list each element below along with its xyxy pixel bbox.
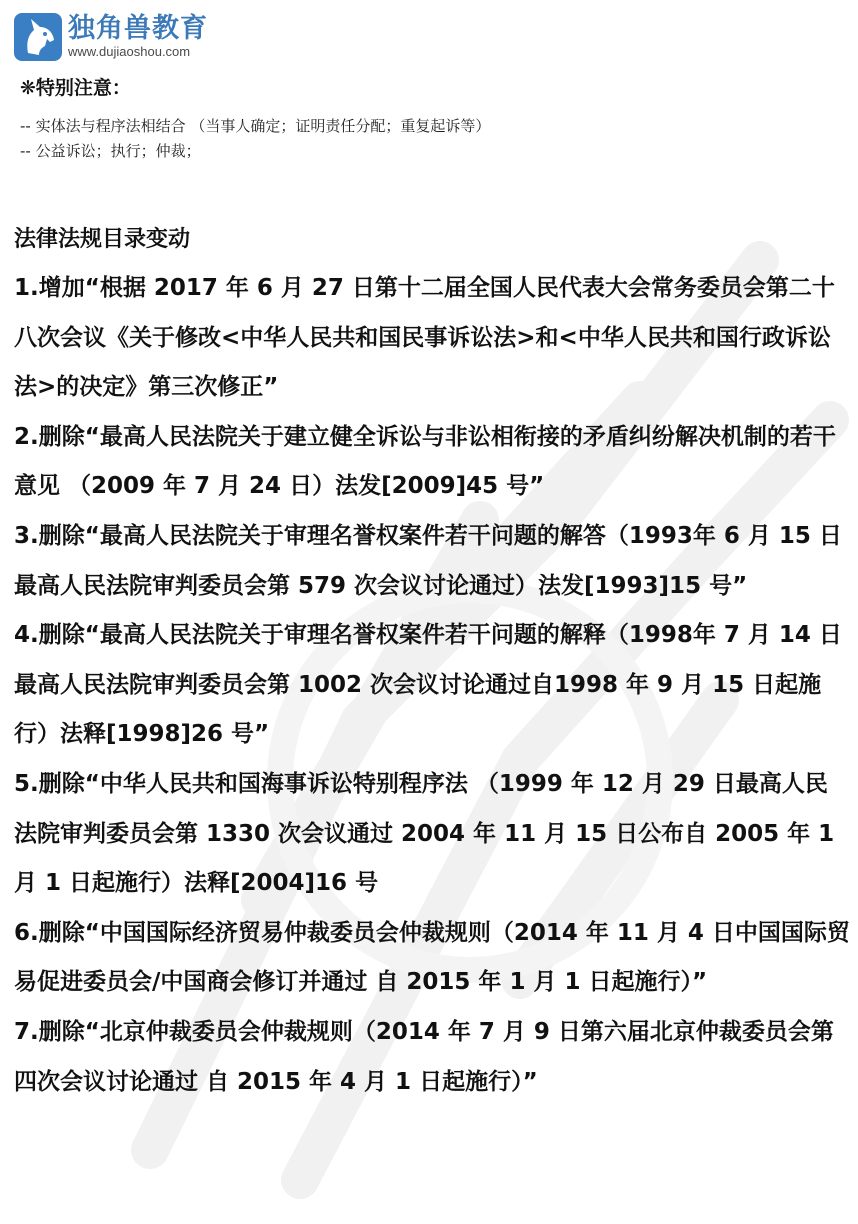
notice-line: -- 实体法与程序法相结合 （当事人确定；证明责任分配；重复起诉等） [20,117,491,135]
list-item: 3.删除“最高人民法院关于审理名誉权案件若干问题的解答（1993年 6 月 15 日最高人民法院审判委员会第 579 次会议讨论通过）法发[1993]15 号” [14,522,842,599]
notice-line: -- 公益诉讼；执行；仲裁； [20,142,201,160]
list-item: 6.删除“中国国际经济贸易仲裁委员会仲裁规则（2014 年 11 月 4 日中国国际贸易促进委员会/中国商会修订并通过 自 2015 年 1 月 1 日起施行）” [14,919,850,996]
section-title: 法律法规目录变动 [14,227,191,252]
list-item: 5.删除“中华人民共和国海事诉讼特别程序法 （1999 年 12 月 29 日最高人民法院审判委员会第 1330 次会议通过 2004 年 11 月 15 日公布自 2005 年 1 月 1 日起施行）法释[2004]16 号 [14,770,835,897]
regulation-change-list [14,264,850,1107]
unicorn-logo-icon [14,13,62,61]
list-item: 7.删除“北京仲裁委员会仲裁规则（2014 年 7 月 9 日第六届北京仲裁委员会第四次会议讨论通过 自 2015 年 4 月 1 日起施行）” [14,1018,834,1095]
brand-name: 独角兽教育 [68,13,208,44]
list-item: 2.删除“最高人民法院关于建立健全诉讼与非讼相衔接的矛盾纠纷解决机制的若干意见 （2009 年 7 月 24 日）法发[2009]45 号” [14,423,836,500]
site-url: www.dujiaoshou.com [68,44,191,59]
special-notice-title: ❋特别注意： [20,77,131,99]
notice-list [20,114,490,164]
list-item: 1.增加“根据 2017 年 6 月 27 日第十二届全国人民代表大会常务委员会第二十八次会议《关于修改<中华人民共和国民事诉讼法>和<中华人民共和国行政诉讼法>的决定》第三次修正” [14,275,835,401]
header [14,10,208,64]
list-item: 4.删除“最高人民法院关于审理名誉权案件若干问题的解释（1998年 7 月 14 日最高人民法院审判委员会第 1002 次会议讨论通过自1998 年 9 月 15 日起施行）法释[1998]26 号” [14,622,842,748]
